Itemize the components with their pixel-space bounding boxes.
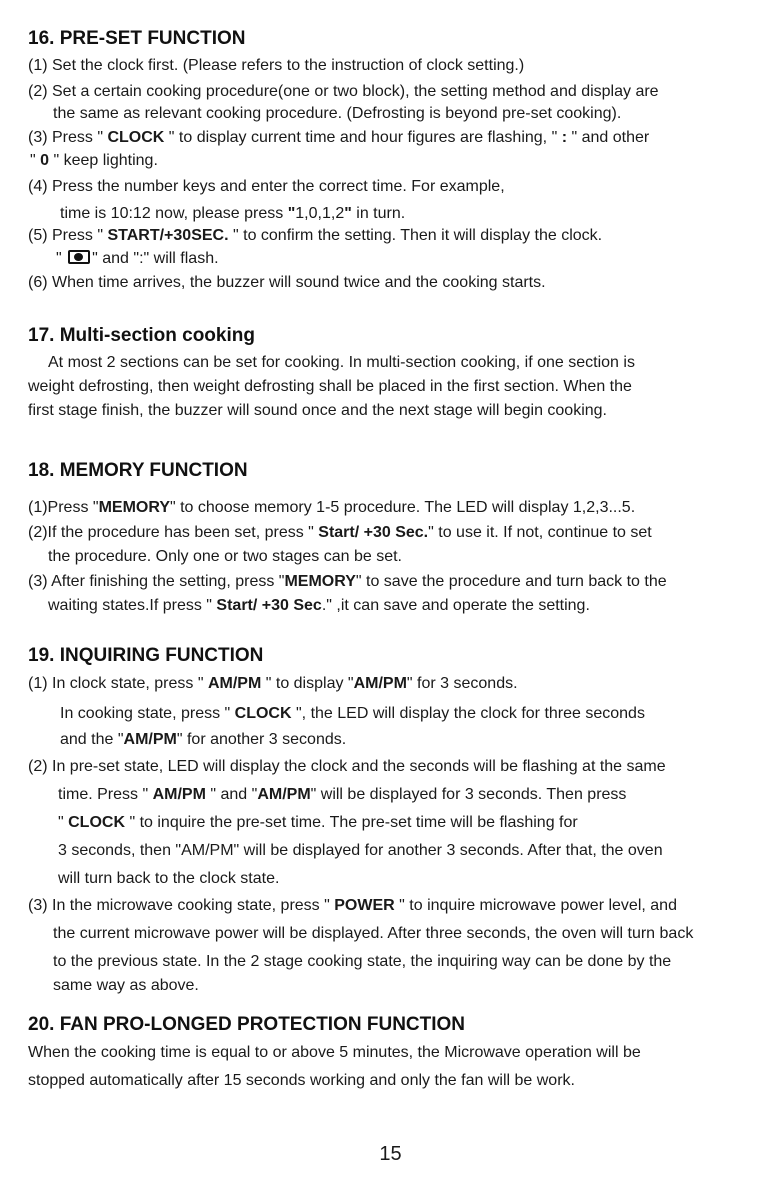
section-title: 18. MEMORY FUNCTION <box>28 460 248 481</box>
text-line: the current microwave power will be displayed. After three seconds, the oven will turn back <box>53 925 694 942</box>
page-number: 15 <box>379 1143 402 1165</box>
text-line: (2) Set a certain cooking procedure(one or two block), the setting method and display are <box>28 83 659 100</box>
text-line: (1) In clock state, press " AM/PM " to display "AM/PM" for 3 seconds. <box>28 675 518 692</box>
text-line: will turn back to the clock state. <box>58 870 280 887</box>
text-line: and the "AM/PM" for another 3 seconds. <box>60 731 347 748</box>
text-line: " 0 " keep lighting. <box>30 152 158 169</box>
text-line: (2) In pre-set state, LED will display the clock and the seconds will be flashing at the same <box>28 758 666 775</box>
text-line: (3) After finishing the setting, press "MEMORY" to save the procedure and turn back to the <box>28 573 667 590</box>
text-line: At most 2 sections can be set for cooking. In multi-section cooking, if one section is <box>48 354 635 371</box>
text-line: " " and ":" will flash. <box>56 250 219 267</box>
text-line: waiting states.If press " Start/ +30 Sec." ,it can save and operate the setting. <box>48 597 590 614</box>
text-line: the same as relevant cooking procedure. (Defrosting is beyond pre-set cooking). <box>53 105 622 122</box>
text-line: time. Press " AM/PM " and "AM/PM" will be displayed for 3 seconds. Then press <box>58 786 627 803</box>
section-title: 16. PRE-SET FUNCTION <box>28 28 246 49</box>
text-line: (4) Press the number keys and enter the correct time. For example, <box>28 178 505 195</box>
text-line: (3) Press " CLOCK " to display current time and hour figures are flashing, " : " and other <box>28 129 650 146</box>
text-line: (2)If the procedure has been set, press " Start/ +30 Sec." to use it. If not, continue to set <box>28 524 652 541</box>
text-line: first stage finish, the buzzer will sound once and the next stage will begin cooking. <box>28 402 607 419</box>
text-line: In cooking state, press " CLOCK ", the LED will display the clock for three seconds <box>60 705 645 722</box>
text-line: stopped automatically after 15 seconds working and only the fan will be work. <box>28 1072 575 1089</box>
text-line: the procedure. Only one or two stages can be set. <box>48 548 402 565</box>
section-title: 19. INQUIRING FUNCTION <box>28 645 264 666</box>
text-line: (5) Press " START/+30SEC. " to confirm the setting. Then it will display the clock. <box>28 227 603 244</box>
section-title: 17. Multi-section cooking <box>28 325 255 346</box>
text-line: When the cooking time is equal to or above 5 minutes, the Microwave operation will be <box>28 1044 641 1061</box>
text-line: time is 10:12 now, please press "1,0,1,2" in turn. <box>60 205 406 222</box>
text-line: (1) Set the clock first. (Please refers to the instruction of clock setting.) <box>28 57 525 74</box>
text-line: (3) In the microwave cooking state, press " POWER " to inquire microwave power level, and <box>28 897 677 914</box>
text-line: (6) When time arrives, the buzzer will sound twice and the cooking starts. <box>28 274 546 291</box>
text-line: same way as above. <box>53 977 199 994</box>
text-line: weight defrosting, then weight defrosting shall be placed in the first section. When the <box>28 378 632 395</box>
text-line: 3 seconds, then "AM/PM" will be displayed for another 3 seconds. After that, the oven <box>58 842 663 859</box>
text-line: " CLOCK " to inquire the pre-set time. The pre-set time will be flashing for <box>58 814 578 831</box>
text-line: to the previous state. In the 2 stage cooking state, the inquiring way can be done by the <box>53 953 672 970</box>
pre-set-indicator-icon <box>68 250 90 264</box>
section-title: 20. FAN PRO-LONGED PROTECTION FUNCTION <box>28 1014 466 1035</box>
text-line: (1)Press "MEMORY" to choose memory 1-5 procedure. The LED will display 1,2,3...5. <box>28 499 636 516</box>
